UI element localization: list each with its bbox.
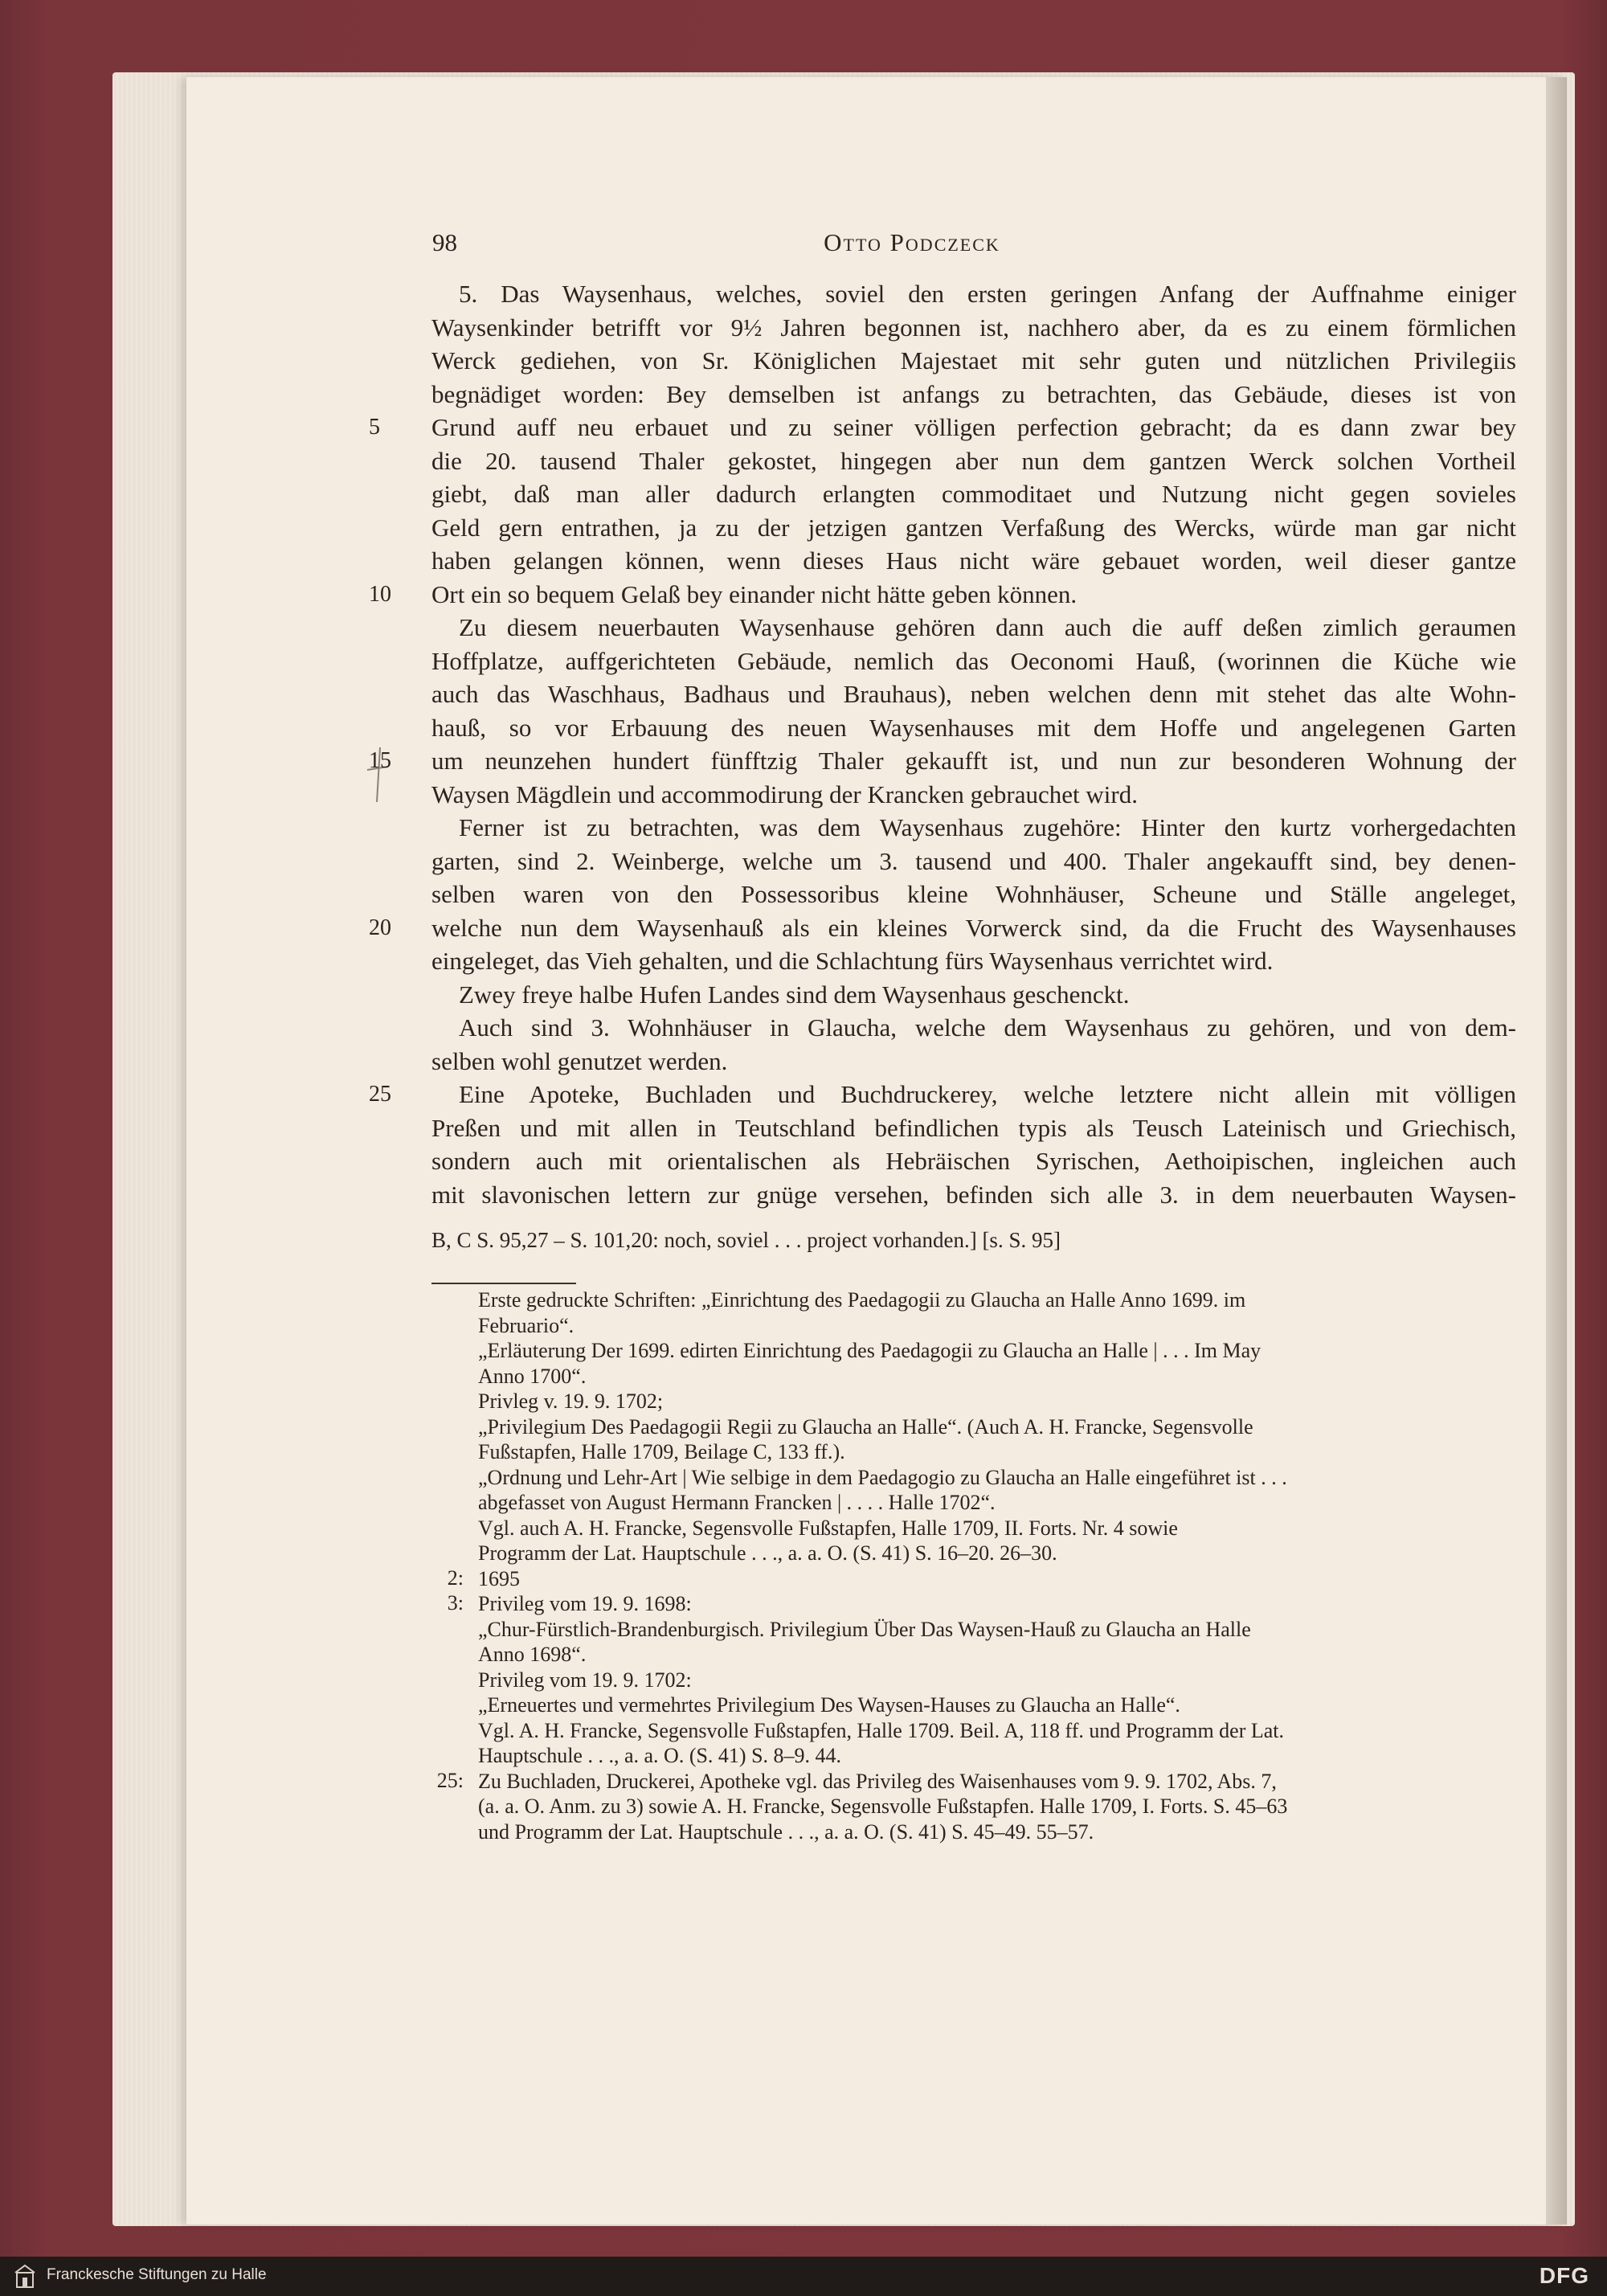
- line-number: 15: [369, 748, 391, 773]
- footnote-line: „Chur-Fürstlich-Brandenburgisch. Privilegium Über Das Waysen-Hauß zu Glaucha an Halle: [478, 1617, 1251, 1641]
- text-line: [369, 578, 1516, 612]
- text-line: [431, 311, 1516, 345]
- text-line: [431, 611, 1516, 645]
- footnote-line: 1695: [478, 1566, 520, 1590]
- line-text: die 20. tausend Thaler gekostet, hingegen aber nun dem gantzen Werck solchen Vortheil: [431, 446, 1516, 475]
- footnote-line: Privileg vom 19. 9. 1702:: [478, 1668, 692, 1692]
- text-line: [431, 778, 1516, 812]
- footnote-rule: [431, 1283, 576, 1284]
- line-text: welche nun dem Waysenhauß als ein kleines Vorwerck sind, da die Frucht des Waysenhauses: [431, 913, 1516, 942]
- line-number: 20: [369, 915, 391, 940]
- text-line: [369, 411, 1516, 444]
- institution-logo-icon: [14, 2263, 35, 2290]
- line-text: selben waren von den Possessoribus kleine Wohnhäuser, Scheune und Ställe angeleget,: [431, 880, 1516, 908]
- text-line: [369, 1078, 1516, 1111]
- text-line: [431, 1045, 1516, 1078]
- footnote-line: Hauptschule . . ., a. a. O. (S. 41) S. 8–9. 44.: [478, 1744, 842, 1767]
- text-line: [431, 444, 1516, 478]
- footnote: [431, 1591, 1516, 1769]
- dfg-logo: DFG: [1539, 2263, 1589, 2288]
- footnote-line: Anno 1698“.: [478, 1643, 587, 1666]
- footnote: [431, 1287, 1516, 1566]
- text-line: [431, 511, 1516, 545]
- text-line: [431, 344, 1516, 378]
- line-text: Eine Apoteke, Buchladen und Buchdruckerey, welche letztere nicht allein mit völligen: [459, 1080, 1516, 1108]
- line-text: Zwey freye halbe Hufen Landes sind dem Waysenhaus geschenckt.: [459, 980, 1130, 1009]
- line-text: giebt, daß man aller dadurch erlangten commoditaet und Nutzung nicht gegen sovieles: [431, 480, 1516, 508]
- line-text: Grund auff neu erbauet und zu seiner völligen perfection gebracht; da es dann zwar bey: [431, 413, 1516, 441]
- line-text: begnädiget worden: Bey demselben ist anfangs zu betrachten, das Gebäude, dieses ist von: [431, 379, 1516, 408]
- footnote-line: Fußstapfen, Halle 1709, Beilage C, 133 ff.).: [478, 1440, 845, 1463]
- text-line: [431, 878, 1516, 911]
- footnote-line: und Programm der Lat. Hauptschule . . ., a. a. O. (S. 41) S. 45–49. 55–57.: [478, 1819, 1094, 1844]
- text-line: [431, 711, 1516, 745]
- line-text: um neunzehen hundert fünfftzig Thaler gekaufft ist, und nun zur besonderen Wohnung der: [431, 747, 1516, 775]
- text-line: [431, 378, 1516, 411]
- text-line: [431, 1144, 1516, 1178]
- footnote: [431, 1769, 1516, 1845]
- text-line: [431, 944, 1516, 978]
- footnote-line: „Ordnung und Lehr-Art | Wie selbige in dem Paedagogio zu Glaucha an Halle eingeführet ist . . .: [478, 1465, 1287, 1489]
- main-text: [369, 277, 1516, 1211]
- text-line: [369, 744, 1516, 778]
- text-line: [431, 845, 1516, 878]
- footnote-line: Zu Buchladen, Druckerei, Apotheke vgl. das Privileg des Waisenhauses vom 9. 9. 1702, Abs. 7,: [478, 1769, 1277, 1793]
- footnote-line: (a. a. O. Anm. zu 3) sowie A. H. Francke, Segensvolle Fußstapfen. Halle 1709, I. Forts. S. 45–63: [478, 1795, 1288, 1818]
- line-text: haben gelangen können, wenn dieses Haus nicht wäre gebauet worden, weil dieser gantze: [431, 546, 1516, 575]
- institution-name: Franckesche Stiftungen zu Halle: [47, 2266, 267, 2283]
- text-line: [431, 1178, 1516, 1212]
- running-header: [241, 161, 1398, 256]
- footnotes: [431, 1287, 1516, 1844]
- line-text: Waysen Mägdlein und accommodirung der Krancken gebrauchet wird.: [431, 780, 1138, 808]
- text-line: [431, 1111, 1516, 1145]
- line-text: Hoffplatze, auffgerichteten Gebäude, nemlich das Oeconomi Hauß, (worinnen die Küche wie: [431, 646, 1516, 675]
- source-note: B, C S. 95,27 – S. 101,20: noch, soviel . . . project vorhanden.] [s. S. 95]: [431, 1228, 1061, 1252]
- line-text: hauß, so vor Erbauung des neuen Waysenhauses mit dem Hoffe und angelegenen Garten: [431, 713, 1516, 742]
- text-line: [431, 677, 1516, 711]
- line-text: Waysenkinder betrifft vor 9½ Jahren begonnen ist, nachhero aber, da es zu einem förmlichen: [431, 313, 1516, 342]
- text-line: [431, 477, 1516, 511]
- footnote-line: Privleg v. 19. 9. 1702;: [478, 1389, 664, 1413]
- footnote-line: Erste gedruckte Schriften: „Einrichtung des Paedagogii zu Glaucha an Halle Anno 1699. im: [478, 1288, 1246, 1312]
- footnote: [431, 1566, 1516, 1592]
- text-line: [431, 1011, 1516, 1045]
- line-text: mit slavonischen lettern zur gnüge versehen, befinden sich alle 3. in dem neuerbauten Waysen-: [431, 1180, 1516, 1209]
- footnote-line: Februario“.: [478, 1313, 575, 1337]
- footnote-line: „Privilegium Des Paedagogii Regii zu Glaucha an Halle“. (Auch A. H. Francke, Segensvolle: [478, 1414, 1253, 1439]
- footnote-line: Vgl. A. H. Francke, Segensvolle Fußstapfen, Halle 1709. Beil. A, 118 ff. und Programm der Lat.: [478, 1718, 1285, 1742]
- line-text: 5. Das Waysenhaus, welches, soviel den ersten geringen Anfang der Auffnahme einiger: [459, 280, 1516, 308]
- running-head-author: Otto Podczeck: [824, 228, 1000, 256]
- page-number: 98: [432, 228, 457, 256]
- line-text: Zu diesem neuerbauten Waysenhause gehören dann auch die auff deßen zimlich geraumen: [459, 613, 1516, 641]
- line-text: Werck gediehen, von Sr. Königlichen Majestaet mit sehr guten und nützlichen Privilegiis: [431, 346, 1516, 374]
- line-text: selben wohl genutzet werden.: [431, 1046, 728, 1075]
- text-line: [431, 645, 1516, 678]
- line-text: eingeleget, das Vieh gehalten, und die Schlachtung fürs Waysenhaus verrichtet wird.: [431, 947, 1274, 975]
- line-text: sondern auch mit orientalischen als Hebräischen Syrischen, Aethoipischen, ingleichen auch: [431, 1147, 1516, 1175]
- footnote-line: Programm der Lat. Hauptschule . . ., a. a. O. (S. 41) S. 16–20. 26–30.: [478, 1541, 1057, 1565]
- line-text: Preßen und mit allen in Teutschland befindlichen typis als Teusch Lateinisch und Griechisch,: [431, 1113, 1516, 1142]
- footnote-line: Anno 1700“.: [478, 1364, 587, 1388]
- line-text: garten, sind 2. Weinberge, welche um 3. tausend und 400. Thaler angekaufft sind, bey denen-: [431, 846, 1516, 875]
- page-gutter: [1546, 77, 1567, 2224]
- line-number: 5: [369, 415, 380, 440]
- line-text: auch das Waschhaus, Badhaus und Brauhaus), neben welchen denn mit stehet das alte Wohn-: [431, 680, 1516, 708]
- line-text: Ferner ist zu betrachten, was dem Waysenhaus zugehöre: Hinter den kurtz vorhergedachten: [459, 813, 1516, 841]
- footnote-line: „Erneuertes und vermehrtes Privilegium Des Waysen-Hauses zu Glaucha an Halle“.: [478, 1693, 1180, 1717]
- line-number: 10: [369, 581, 391, 607]
- line-text: Auch sind 3. Wohnhäuser in Glaucha, welche dem Waysenhaus zu gehören, und von dem-: [459, 1013, 1516, 1042]
- footnote-label: 2:: [447, 1565, 464, 1590]
- text-line: [431, 544, 1516, 578]
- line-text: Ort ein so bequem Gelaß bey einander nicht hätte geben können.: [431, 579, 1077, 608]
- text-line: [369, 911, 1516, 945]
- text-line: [431, 978, 1516, 1012]
- footnote-label: 25:: [436, 1768, 464, 1792]
- footnote-line: Vgl. auch A. H. Francke, Segensvolle Fußstapfen, Halle 1709, II. Forts. Nr. 4 sowie: [478, 1516, 1178, 1540]
- text-line: [431, 811, 1516, 845]
- line-number: 25: [369, 1082, 391, 1107]
- text-line: [431, 277, 1516, 311]
- footnote-label: 3:: [447, 1591, 464, 1615]
- footnote-line: abgefasset von August Hermann Francken | . . . . Halle 1702“.: [478, 1491, 996, 1514]
- line-text: Geld gern entrathen, ja zu der jetzigen gantzen Verfaßung des Wercks, würde man gar nicht: [431, 513, 1516, 542]
- footnote-line: „Erläuterung Der 1699. edirten Einrichtung des Paedagogii zu Glaucha an Halle | . . . Im May: [478, 1339, 1261, 1362]
- viewer-footer: [0, 2257, 1607, 2296]
- footnote-line: Privileg vom 19. 9. 1698:: [478, 1592, 692, 1615]
